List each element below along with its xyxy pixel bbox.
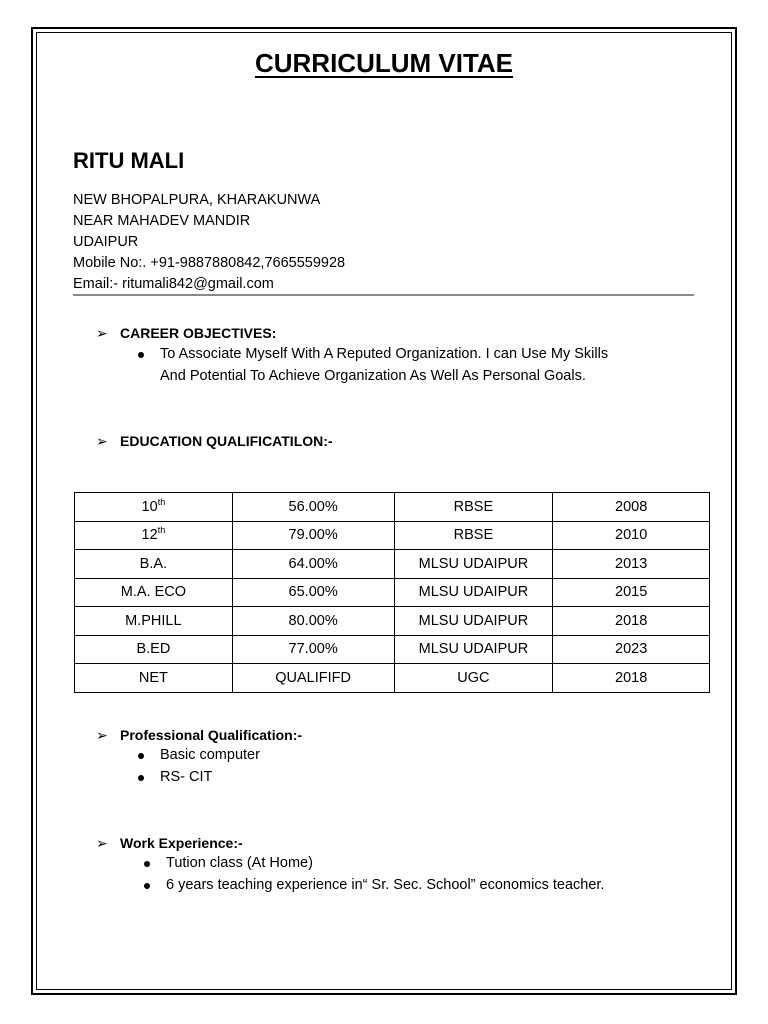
table-cell-board	[394, 635, 553, 664]
table-cell-percent	[232, 664, 394, 693]
table-row	[75, 493, 710, 522]
table-cell-year	[553, 664, 710, 693]
cell-text: 2008	[615, 498, 648, 515]
cell-text: MLSU UDAIPUR	[418, 612, 529, 629]
cell-text: 65.00%	[288, 584, 338, 601]
table-row	[75, 664, 710, 693]
work-experience-list	[166, 853, 604, 896]
arrow-bullet-icon: ➢	[96, 325, 108, 341]
work-experience-heading-text: Work Experience:-	[120, 835, 243, 851]
professional-heading	[96, 725, 302, 745]
table-cell-level	[75, 550, 233, 579]
dot-bullet-icon	[138, 352, 144, 358]
address-line-2: NEAR MAHADEV MANDIR	[73, 213, 251, 229]
cell-text: 2023	[615, 641, 648, 658]
dot-bullet-icon	[138, 775, 144, 781]
table-row	[75, 607, 710, 636]
document-title-text: CURRICULUM VITAE	[254, 48, 514, 78]
table-cell-board	[394, 664, 553, 693]
table-cell-percent	[232, 607, 394, 636]
table-cell-level	[75, 578, 233, 607]
table-cell-percent	[232, 578, 394, 607]
cell-text: 10	[141, 498, 158, 515]
cell-text: RBSE	[453, 527, 494, 544]
table-cell-year	[553, 550, 710, 579]
table-cell-percent	[232, 493, 394, 522]
cell-text: B.ED	[136, 641, 171, 658]
cell-text: NET	[138, 669, 168, 686]
table-cell-level	[75, 607, 233, 636]
work-item-2: 6 years teaching experience in“ Sr. Sec. School” economics teacher.	[166, 876, 605, 893]
table-cell-year	[553, 578, 710, 607]
cell-text: 12	[141, 527, 158, 544]
email-address: Email:- ritumali842@gmail.com	[73, 276, 274, 292]
table-cell-level	[75, 521, 233, 550]
contact-block	[73, 190, 345, 295]
education-heading	[96, 431, 333, 451]
career-objectives-heading	[96, 323, 276, 343]
cell-text: 2013	[615, 555, 648, 572]
address-city: UDAIPUR	[73, 234, 139, 250]
list-item	[160, 344, 608, 387]
work-item-1: Tution class (At Home)	[166, 855, 313, 871]
list-item	[166, 853, 604, 875]
cell-text: 56.00%	[288, 498, 338, 515]
cell-text: 79.00%	[288, 527, 338, 544]
cell-text: 2018	[615, 612, 648, 629]
table-cell-board	[394, 607, 553, 636]
education-table	[74, 492, 710, 693]
cell-text: MLSU UDAIPUR	[418, 641, 529, 658]
cell-text: 2015	[615, 584, 648, 601]
list-item	[160, 745, 260, 767]
cell-text: UGC	[457, 669, 490, 686]
cell-text: RBSE	[453, 498, 494, 515]
cell-text: M.PHILL	[125, 612, 182, 629]
ordinal-suffix: th	[157, 525, 166, 536]
cell-text: 2018	[615, 669, 648, 686]
career-objectives-list	[160, 344, 608, 387]
cell-text: B.A.	[139, 555, 168, 572]
arrow-bullet-icon: ➢	[96, 727, 108, 743]
professional-heading-text: Professional Qualification:-	[120, 727, 303, 743]
table-row	[75, 578, 710, 607]
professional-item-1: Basic computer	[160, 747, 260, 763]
education-heading-text: EDUCATION QUALIFICATILON:-	[120, 433, 333, 449]
table-cell-level	[75, 493, 233, 522]
table-row	[75, 635, 710, 664]
table-cell-board	[394, 578, 553, 607]
cell-text: 2010	[615, 527, 648, 544]
table-cell-year	[553, 607, 710, 636]
list-item	[166, 875, 604, 897]
table-cell-percent	[232, 521, 394, 550]
table-cell-year	[553, 635, 710, 664]
document-title	[0, 47, 768, 79]
table-row	[75, 521, 710, 550]
candidate-name: RITU MALI	[73, 148, 185, 173]
table-row	[75, 550, 710, 579]
cell-text: 64.00%	[288, 555, 338, 572]
address-line-1: NEW BHOPALPURA, KHARAKUNWA	[73, 192, 321, 208]
table-cell-level	[75, 664, 233, 693]
table-cell-board	[394, 521, 553, 550]
table-cell-level	[75, 635, 233, 664]
table-cell-percent	[232, 550, 394, 579]
arrow-bullet-icon: ➢	[96, 433, 108, 449]
mobile-number: Mobile No:. +91-9887880842,7665559928	[73, 255, 346, 271]
ordinal-suffix: th	[157, 496, 166, 507]
work-experience-heading	[96, 833, 243, 853]
list-item	[160, 767, 260, 789]
professional-list	[160, 745, 260, 788]
professional-item-2: RS- CIT	[160, 768, 213, 785]
cell-text: M.A. ECO	[120, 584, 186, 601]
header-divider	[73, 294, 694, 296]
table-cell-year	[553, 521, 710, 550]
cell-text: QUALIFIFD	[275, 669, 351, 686]
table-cell-board	[394, 493, 553, 522]
table-cell-year	[553, 493, 710, 522]
career-objective-line-1: To Associate Myself With A Reputed Organization. I can Use My Skills	[160, 346, 609, 362]
cell-text: 77.00%	[288, 641, 338, 658]
table-cell-board	[394, 550, 553, 579]
table-cell-percent	[232, 635, 394, 664]
career-objective-line-2: And Potential To Achieve Organization As Well As Personal Goals.	[160, 367, 586, 384]
cell-text: 80.00%	[288, 612, 338, 629]
dot-bullet-icon	[138, 753, 144, 759]
dot-bullet-icon	[144, 883, 150, 889]
career-objectives-heading-text: CAREER OBJECTIVES:	[120, 325, 277, 341]
cell-text: MLSU UDAIPUR	[418, 555, 529, 572]
cell-text: MLSU UDAIPUR	[418, 584, 529, 601]
dot-bullet-icon	[144, 861, 150, 867]
arrow-bullet-icon: ➢	[96, 835, 108, 851]
